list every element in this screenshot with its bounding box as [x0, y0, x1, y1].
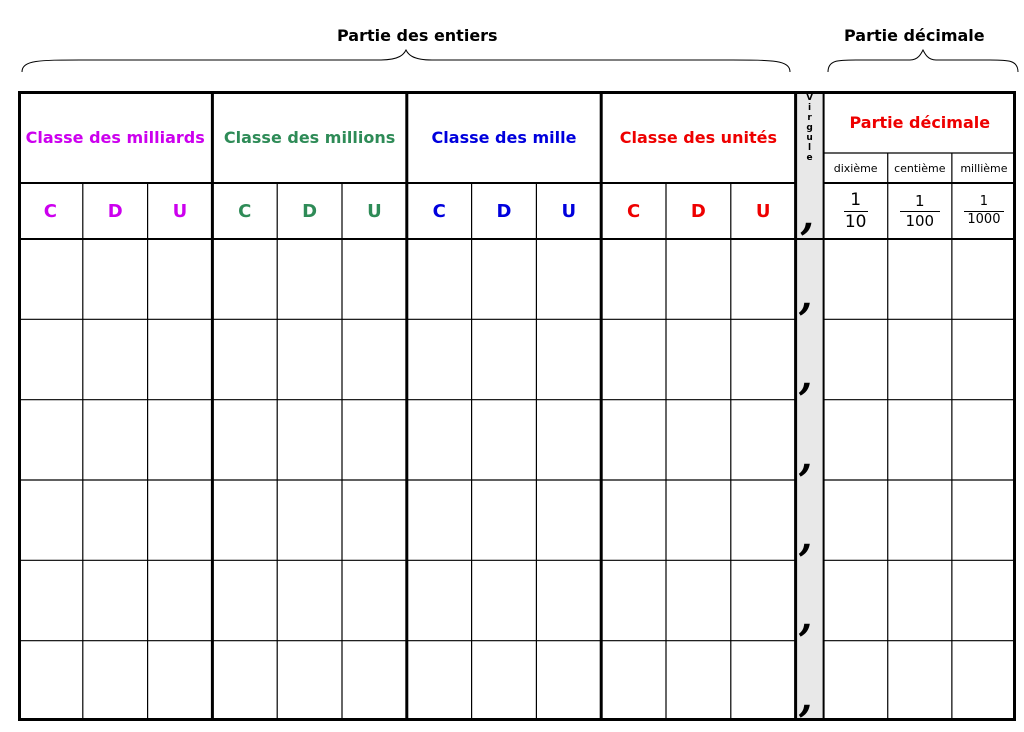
fraction [844, 191, 868, 231]
decimal-fraction [888, 183, 952, 239]
place-header-c: C [43, 200, 57, 222]
decimal-column-name: millième [960, 161, 1008, 175]
virgule-vertical-label [796, 93, 824, 173]
class-title: Classe des unités [619, 127, 777, 147]
integer-part-brace [20, 48, 792, 74]
place-header-c: C [432, 200, 446, 222]
decimal-fraction [824, 183, 888, 239]
decimal-part-brace [826, 48, 1020, 74]
virgule-letter: l [808, 143, 812, 153]
decimal-comma: , [796, 272, 818, 320]
decimal-column-name: centième [894, 161, 946, 175]
place-header-d: D [496, 200, 512, 222]
decimal-part-title: Partie décimale [849, 112, 991, 132]
fraction-numerator: 1 [915, 192, 925, 210]
integer-part-label: Partie des entiers [337, 26, 498, 45]
place-header-u: U [561, 200, 577, 222]
fraction-denominator: 10 [844, 211, 867, 232]
decimal-comma: , [796, 673, 818, 721]
decimal-comma: , [796, 593, 818, 641]
place-header-d: D [690, 200, 706, 222]
place-value-table [18, 91, 1016, 721]
class-title: Classe des mille [431, 127, 577, 147]
class-title: Classe des milliards [25, 127, 205, 147]
fraction-numerator: 1 [979, 194, 989, 210]
virgule-letter: i [808, 103, 812, 113]
fraction-denominator: 100 [905, 211, 935, 230]
place-header-d: D [302, 200, 318, 222]
fraction [964, 195, 1004, 227]
virgule-letter: V [806, 93, 814, 103]
decimal-comma: , [796, 352, 818, 400]
fraction-numerator: 1 [850, 189, 862, 210]
fraction [900, 193, 940, 229]
class-title: Classe des millions [223, 127, 396, 147]
place-header-u: U [172, 200, 188, 222]
fraction-denominator: 1000 [967, 211, 1001, 227]
place-header-c: C [626, 200, 641, 222]
decimal-comma: , [796, 513, 818, 561]
virgule-letter: u [806, 133, 813, 143]
decimal-comma: , [796, 432, 818, 480]
virgule-letter: e [806, 153, 813, 163]
place-header-c: C [238, 200, 252, 222]
decimal-fraction [952, 183, 1016, 239]
place-header-u: U [755, 200, 771, 222]
decimal-comma: , [798, 192, 820, 239]
decimal-column-name: dixième [833, 161, 878, 175]
decimal-part-label: Partie décimale [844, 26, 985, 45]
virgule-letter: g [806, 123, 813, 133]
place-header-d: D [107, 200, 123, 222]
virgule-letter: r [807, 113, 812, 123]
place-header-u: U [367, 200, 382, 222]
